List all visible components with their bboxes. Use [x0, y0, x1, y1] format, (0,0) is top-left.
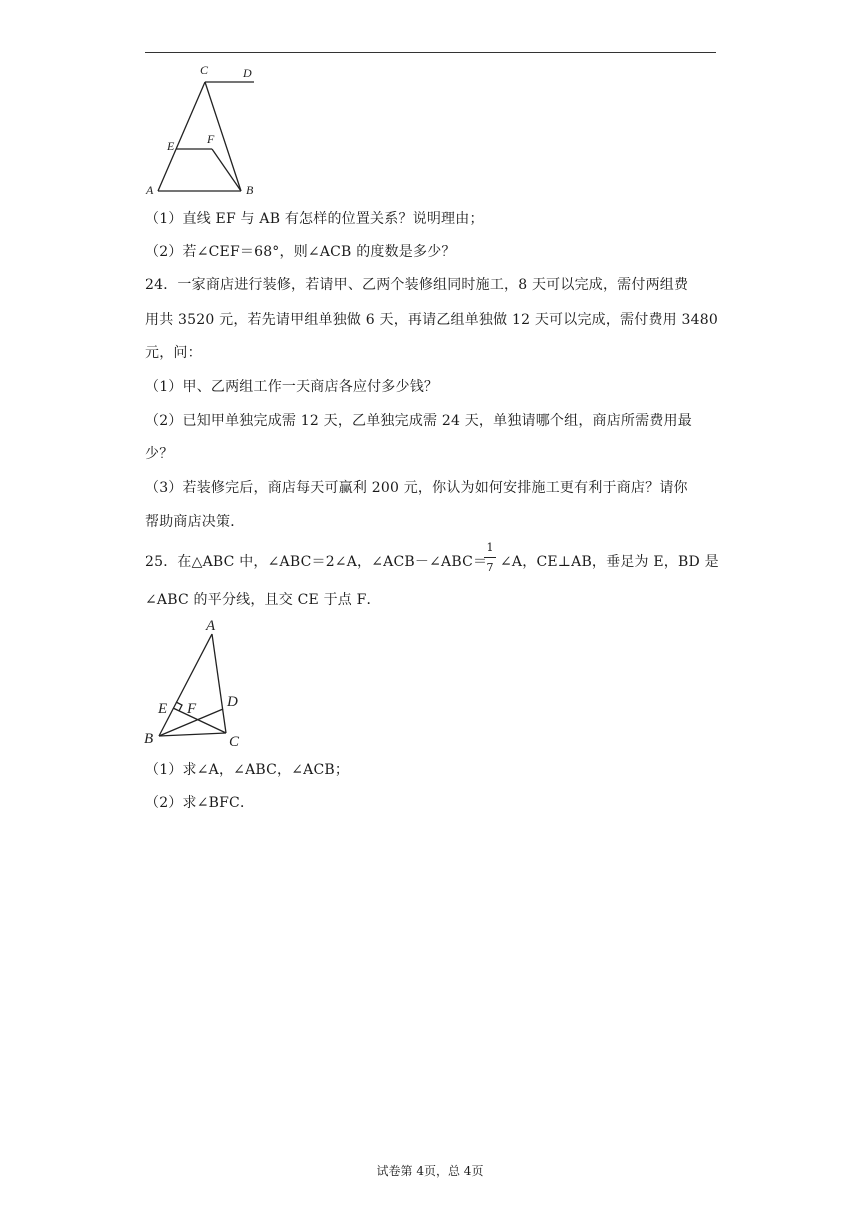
fraction-denominator: 7 — [486, 561, 494, 574]
q23-part-1: （1）直线 EF 与 AB 有怎样的位置关系？说明理由； — [145, 211, 484, 227]
label-f: F — [187, 701, 197, 717]
label-e: E — [167, 139, 175, 153]
segment-ca — [158, 82, 205, 191]
q24-part-3-line-2: 帮助商店决策． — [145, 514, 245, 530]
figure-2-triangle-diagram — [138, 612, 258, 750]
label-d: D — [227, 694, 238, 710]
q25-stem-line-1a: 25．在△ABC 中，∠ABC＝2∠A，∠ACB－∠ABC＝ — [145, 554, 488, 570]
label-e: E — [158, 701, 168, 717]
segment-ab — [159, 634, 212, 736]
fraction-one-seventh — [484, 542, 496, 574]
label-c: C — [200, 63, 209, 77]
label-b: B — [144, 731, 154, 747]
q24-stem-line-2: 用共 3520 元，若先请甲组单独做 6 天，再请乙组单独做 12 天可以完成，需付费用 3480 — [145, 312, 718, 328]
q24-stem-line-1: 24．一家商店进行装修，若请甲、乙两个装修组同时施工，8 天可以完成，需付两组费 — [145, 277, 689, 293]
page-footer: 试卷第 4页，总 4页 — [376, 1164, 484, 1178]
q24-part-2-line-2: 少？ — [145, 446, 174, 462]
q25-stem-line-2: ∠ABC 的平分线，且交 CE 于点 F． — [145, 592, 381, 608]
label-d: D — [243, 66, 252, 80]
segment-bc — [159, 733, 226, 736]
q24-part-2-line-1: （2）已知甲单独完成需 12 天，乙单独完成需 24 天，单独请哪个组，商店所需费用最 — [145, 413, 692, 429]
q24-part-3-line-1: （3）若装修完后，商店每天可赢利 200 元，你认为如何安排施工更有利于商店？请你 — [145, 480, 688, 496]
q24-stem-line-3: 元，问： — [145, 345, 202, 361]
label-c: C — [229, 734, 240, 750]
fraction-numerator: 1 — [486, 541, 494, 554]
segment-fb — [212, 149, 241, 191]
header-rule — [145, 52, 716, 53]
segment-ac — [212, 634, 226, 733]
figure-1-trapezoid-diagram — [140, 60, 270, 200]
label-f: F — [207, 132, 215, 146]
q25-part-2: （2）求∠BFC． — [145, 795, 255, 811]
q24-part-1: （1）甲、乙两组工作一天商店各应付多少钱？ — [145, 379, 439, 395]
label-a: A — [206, 618, 216, 634]
q25-part-1: （1）求∠A，∠ABC，∠ACB； — [145, 762, 350, 778]
q25-stem-line-1b: ∠A，CE⊥AB，垂足为 E，BD 是 — [500, 554, 719, 570]
q23-part-2: （2）若∠CEF＝68°，则∠ACB 的度数是多少？ — [145, 244, 456, 260]
fraction-bar — [484, 557, 496, 558]
label-a: A — [146, 183, 154, 197]
label-b: B — [246, 183, 254, 197]
